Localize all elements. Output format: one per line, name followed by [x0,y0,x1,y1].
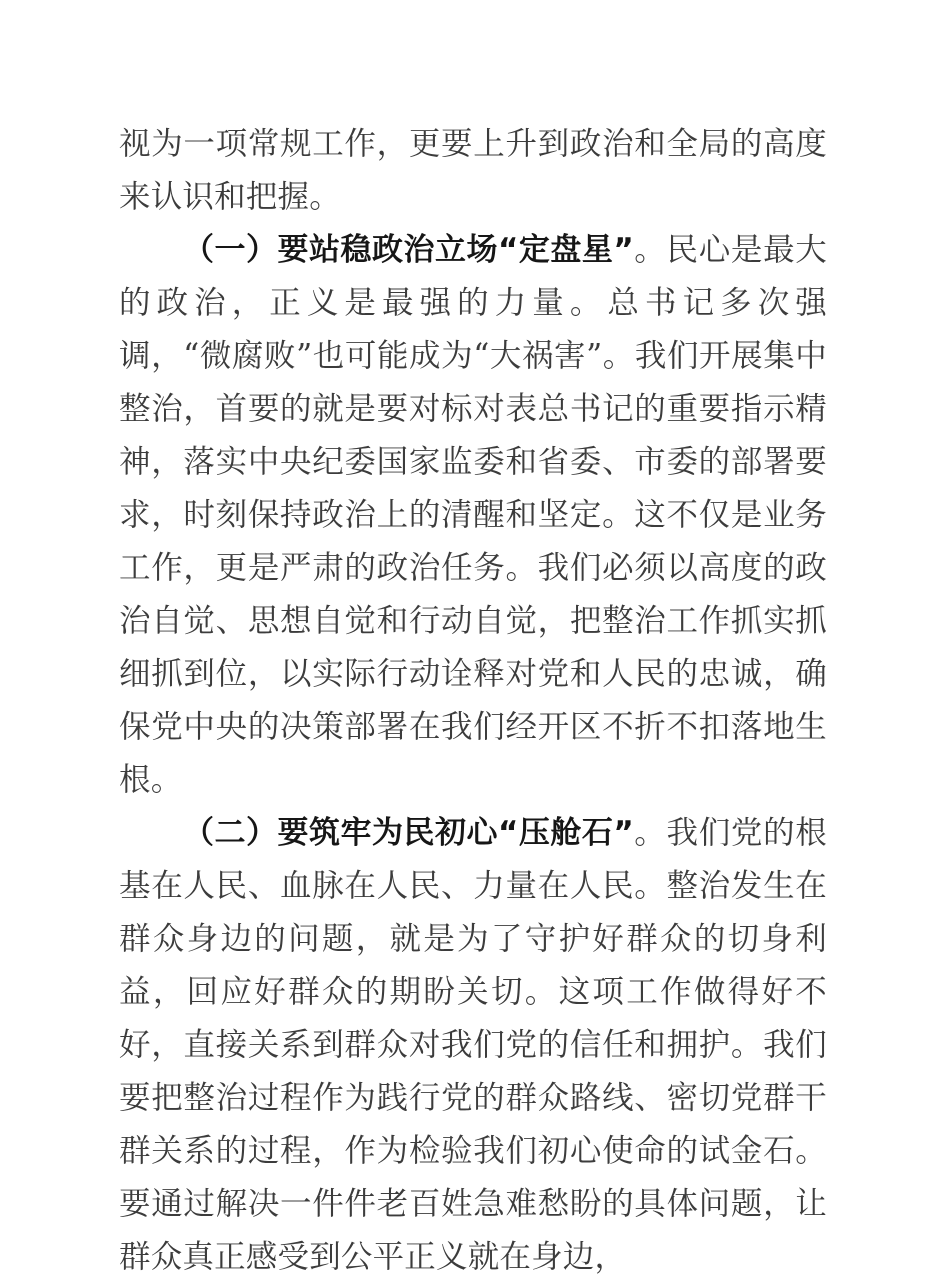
paragraph-text: 。我们党的根基在人民、血脉在人民、力量在人民。整治发生在群众身边的问题，就是为了守护好群众的切身利益，回应好群众的期盼关切。这项工作做得好不好，直接关系到群众对我们党的信任和拥护。我们要把整治过程作为践行党的群众路线、密切党群干群关系的过程，作为检验我们初心使命的试金石。要通过解决一件件老百姓急难愁盼的具体问题，让群众真正感受到公平正义就在身边， [119,815,827,1275]
paragraph-text: 视为一项常规工作，更要上升到政治和全局的高度来认识和把握。 [119,126,827,215]
paragraph-continuation [119,118,827,224]
paragraph-section-two [119,807,827,1284]
section-heading-one: （一）要站稳政治立场“定盘星” [183,232,634,268]
paragraph-text: 。民心是最大的政治，正义是最强的力量。总书记多次强调，“微腐败”也可能成为“大祸害”。我们开展集中整治，首要的就是要对标对表总书记的重要指示精神，落实中央纪委国家监委和省委、市委的部署要求，时刻保持政治上的清醒和坚定。这不仅是业务工作，更是严肃的政治任务。我们必须以高度的政治自觉、思想自觉和行动自觉，把整治工作抓实抓细抓到位，以实际行动诠释对党和人民的忠诚，确保党中央的决策部署在我们经开区不折不扣落地生根。 [119,232,827,798]
document-body [119,118,827,1284]
paragraph-section-one [119,224,827,807]
section-heading-two: （二）要筑牢为民初心“压舱石” [183,815,634,851]
